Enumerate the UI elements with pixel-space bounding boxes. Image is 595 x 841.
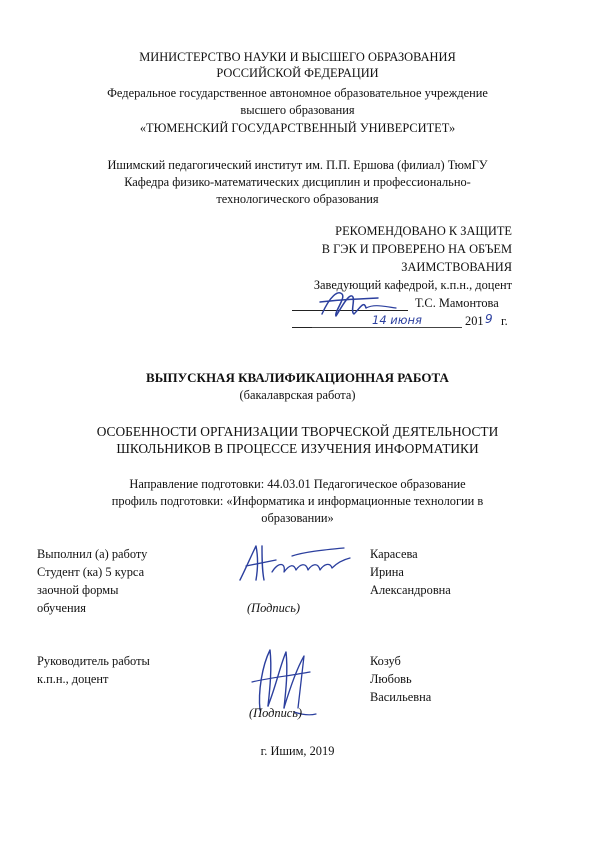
work-title-line-2: ШКОЛЬНИКОВ В ПРОЦЕССЕ ИЗУЧЕНИЯ ИНФОРМАТИКИ bbox=[116, 441, 479, 456]
city-year: г. Ишим, 2019 bbox=[260, 744, 335, 758]
approval-line-2: В ГЭК И ПРОВЕРЕНО НА ОБЪЕМ bbox=[321, 242, 512, 256]
head-title: Заведующий кафедрой, к.п.н., доцент bbox=[313, 278, 512, 292]
date-day: 14 июня bbox=[372, 313, 422, 327]
supervisor-label-1: Руководитель работы bbox=[37, 654, 150, 668]
date-year-prefix: 201 bbox=[465, 314, 484, 328]
department-line-1: Кафедра физико-математических дисциплин и профессионально- bbox=[124, 175, 471, 189]
author-surname: Карасева bbox=[370, 547, 418, 561]
date-line-left bbox=[292, 327, 312, 328]
head-name: Т.С. Мамонтова bbox=[415, 296, 499, 310]
university-name: «ТЮМЕНСКИЙ ГОСУДАРСТВЕННЫЙ УНИВЕРСИТЕТ» bbox=[139, 121, 456, 135]
profile-line-2: образовании» bbox=[261, 511, 334, 525]
date-line bbox=[312, 327, 462, 328]
institution-line-1: Федеральное государственное автономное образовательное учреждение bbox=[107, 86, 488, 100]
author-label-4: обучения bbox=[37, 601, 86, 615]
direction: Направление подготовки: 44.03.01 Педагогическое образование bbox=[129, 477, 466, 491]
author-label-2: Студент (ка) 5 курса bbox=[37, 565, 145, 579]
institution-line-2: высшего образования bbox=[240, 103, 355, 117]
author-patronymic: Александровна bbox=[370, 583, 451, 597]
author-signature bbox=[232, 542, 356, 586]
author-label-1: Выполнил (а) работу bbox=[37, 547, 148, 561]
supervisor-surname: Козуб bbox=[370, 654, 401, 668]
work-title-line-1: ОСОБЕННОСТИ ОРГАНИЗАЦИИ ТВОРЧЕСКОЙ ДЕЯТЕЛЬНОСТИ bbox=[96, 424, 499, 439]
ministry-line-2: РОССИЙСКОЙ ФЕДЕРАЦИИ bbox=[216, 66, 379, 80]
supervisor-patronymic: Васильевна bbox=[370, 690, 432, 704]
institute-name: Ишимский педагогический институт им. П.П. Ершова (филиал) ТюмГУ bbox=[107, 158, 488, 172]
approval-line-3: ЗАИМСТВОВАНИЯ bbox=[401, 260, 512, 274]
date-year-digit: 9 bbox=[485, 312, 493, 326]
supervisor-name: Любовь bbox=[370, 672, 412, 686]
author-label-3: заочной формы bbox=[37, 583, 119, 597]
supervisor-label-2: к.п.н., доцент bbox=[37, 672, 109, 686]
department-line-2: технологического образования bbox=[216, 192, 379, 206]
approval-line-1: РЕКОМЕНДОВАНО К ЗАЩИТЕ bbox=[335, 224, 512, 238]
profile-line-1: профиль подготовки: «Информатика и информационные технологии в bbox=[111, 494, 484, 508]
supervisor-signature-caption: (Подпись) bbox=[249, 706, 303, 720]
author-signature-caption: (Подпись) bbox=[247, 601, 301, 615]
author-name: Ирина bbox=[370, 565, 404, 579]
work-type: ВЫПУСКНАЯ КВАЛИФИКАЦИОННАЯ РАБОТА bbox=[146, 370, 449, 385]
work-subtype: (бакалаврская работа) bbox=[239, 388, 356, 402]
ministry-line-1: МИНИСТЕРСТВО НАУКИ И ВЫСШЕГО ОБРАЗОВАНИЯ bbox=[139, 50, 456, 64]
date-year-suffix: г. bbox=[501, 314, 508, 328]
